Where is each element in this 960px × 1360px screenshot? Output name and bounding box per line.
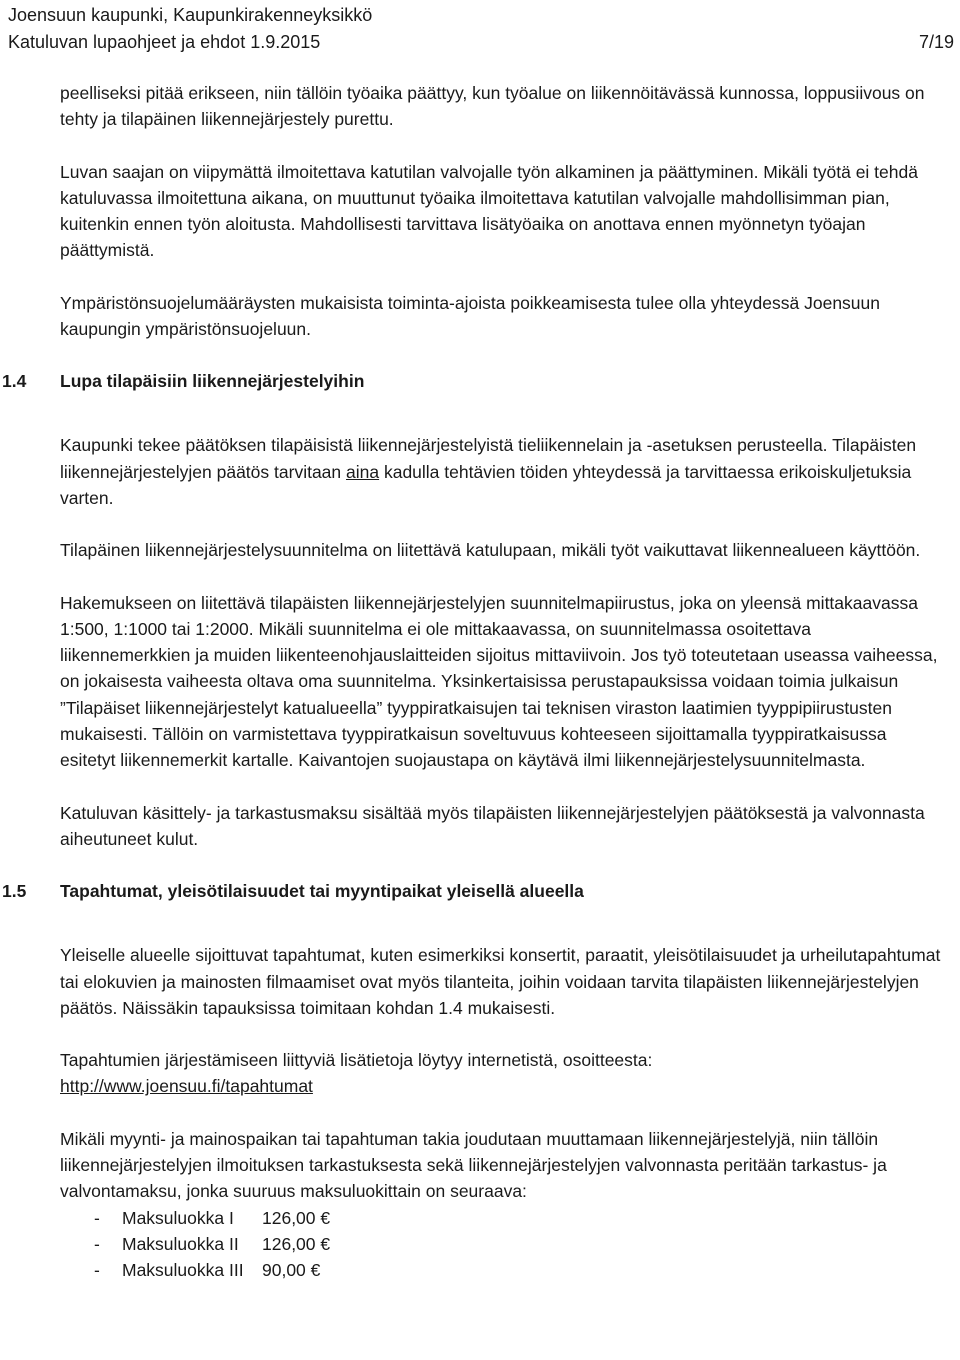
paragraph (60, 1047, 946, 1100)
paragraph: Luvan saajan on viipymättä ilmoitettava katutilan valvojalle työn alkaminen ja päättyminen. Mikäli työtä ei tehdä katuluvassa ilmoitettuna aikana, on muuttunut työaika ilmoitettava katutilan valvojalle mahdollisimman pian, kuitenkin ennen työn aloitusta. Mahdollisesti tarvittava lisätyöaika on anottava ennen myönnetyn työajan päättymistä. (60, 161, 918, 261)
paragraph: Mikäli myynti- ja mainospaikan tai tapahtuman takia joudutaan muuttamaan liikennejärjestelyjä, niin tällöin liikennejärjestelyjen ilmoituksen tarkastuksesta sekä liikennejärjestelyjen valvonnasta peritään tarkastus- ja valvontamaksu, jonka suuruus maksuluokittain on seuraava: (60, 1128, 887, 1202)
header-document-title: Katuluvan lupaohjeet ja ehdot 1.9.2015 (8, 32, 321, 52)
list-item: - Maksuluokka II 126,00 € (60, 1231, 946, 1257)
fee-amount: 126,00 € (262, 1233, 331, 1254)
section-number: 1.5 (2, 881, 27, 902)
fee-class-name: Maksuluokka II (122, 1233, 239, 1254)
paragraph: Hakemukseen on liitettävä tilapäisten liikennejärjestelyjen suunnitelmapiirustus, joka on yleensä mittakaavassa 1:500, 1:1000 tai 1:2000. Mikäli suunnitelma ei ole mittakaavassa, on suunnitelmassa osoitettava liikennemerkkien ja muiden liikenteenohjauslaitteiden sijoitus mittaviivoin. Jos työ toteutetaan useassa vaiheessa, on jokaisesta vaiheesta oltava oma suunnitelma. Yksinkertaisissa perustapauksissa voidaan toimia julkaisun ”Tilapäiset liikennejärjestelyt katualueella” tyyppiratkaisujen tai teknisen viraston laatimien tyyppipiirustusten mukaisesti. Tällöin on varmistettava tyyppiratkaisun soveltuvuus kohteeseen sijoittamalla tyyppiratkaisussa esitetyt liikennemerkit kartalle. Kaivantojen suojaustapa on käytävä ilmi liikennejärjestelysuunnitelmasta. (60, 592, 938, 771)
events-link[interactable]: http://www.joensuu.fi/tapahtumat (60, 1076, 313, 1097)
document-body (2, 80, 946, 1284)
paragraph-text: Tapahtumien järjestämiseen liittyviä lisätietoja löytyy internetistä, osoitteesta: (60, 1050, 653, 1071)
paragraph (60, 432, 946, 511)
section-heading-1-4 (2, 368, 946, 394)
section-title: Lupa tilapäisiin liikennejärjestelyihin (60, 371, 365, 392)
fee-amount: 90,00 € (262, 1260, 321, 1281)
list-item: - Maksuluokka I 126,00 € (60, 1205, 946, 1231)
paragraph: Yleiselle alueelle sijoittuvat tapahtumat, kuten esimerkiksi konsertit, paraatit, yleisötilaisuudet ja urheilutapahtumat tai elokuvien ja mainosten filmaamiset ovat myös tilanteita, joihin voidaan tarvita tilapäisten liikennejärjestelyjen päätös. Näissäkin tapauksissa toimitaan kohdan 1.4 mukaisesti. (60, 945, 941, 1018)
section-heading-1-5 (2, 878, 946, 904)
fee-class-name: Maksuluokka I (122, 1207, 234, 1228)
paragraph: Katuluvan käsittely- ja tarkastusmaksu sisältää myös tilapäisten liikennejärjestelyjen päätöksestä ja valvonnasta aiheutuneet kulut. (60, 802, 925, 849)
paragraph-text: Kaupunki tekee päätöksen tilapäisistä liikennejärjestelyistä tieliikennelain ja -asetuksen perusteella. (60, 435, 828, 456)
paragraph: Ympäristönsuojelumääräysten mukaisista toiminta-ajoista poikkeamisesta tulee olla yhteydessä Joensuun kaupungin ympäristönsuojeluun. (60, 292, 881, 340)
section-number: 1.4 (2, 371, 27, 392)
header-organization: Joensuun kaupunki, Kaupunkirakenneyksikkö (8, 5, 373, 25)
page-number: 7/19 (918, 32, 954, 52)
paragraph-text: kadulla tehtävien töiden yhteydessä ja tarvittaessa erikoiskuljetuksia varten. (60, 461, 912, 508)
paragraph: peelliseksi pitää erikseen, niin tällöin työaika päättyy, kun työalue on liikennöitävässä kunnossa, loppusiivous on tehty ja tilapäinen liikennejärjestely purettu. (60, 83, 925, 130)
page-header (8, 2, 954, 56)
paragraph-text: Tilapäisten liikennejärjestelyjen päätös tarvitaan (60, 435, 917, 482)
list-item: - Maksuluokka III 90,00 € (60, 1257, 946, 1283)
fee-list (60, 1205, 946, 1284)
fee-amount: 126,00 € (262, 1207, 331, 1228)
paragraph: Tilapäinen liikennejärjestelysuunnitelma on liitettävä katulupaan, mikäli työt vaikuttavat liikennealueen käyttöön. (60, 540, 921, 561)
emphasized-word: aina (346, 461, 380, 482)
fee-class-name: Maksuluokka III (122, 1260, 244, 1281)
section-title: Tapahtumat, yleisötilaisuudet tai myyntipaikat yleisellä alueella (60, 881, 584, 902)
